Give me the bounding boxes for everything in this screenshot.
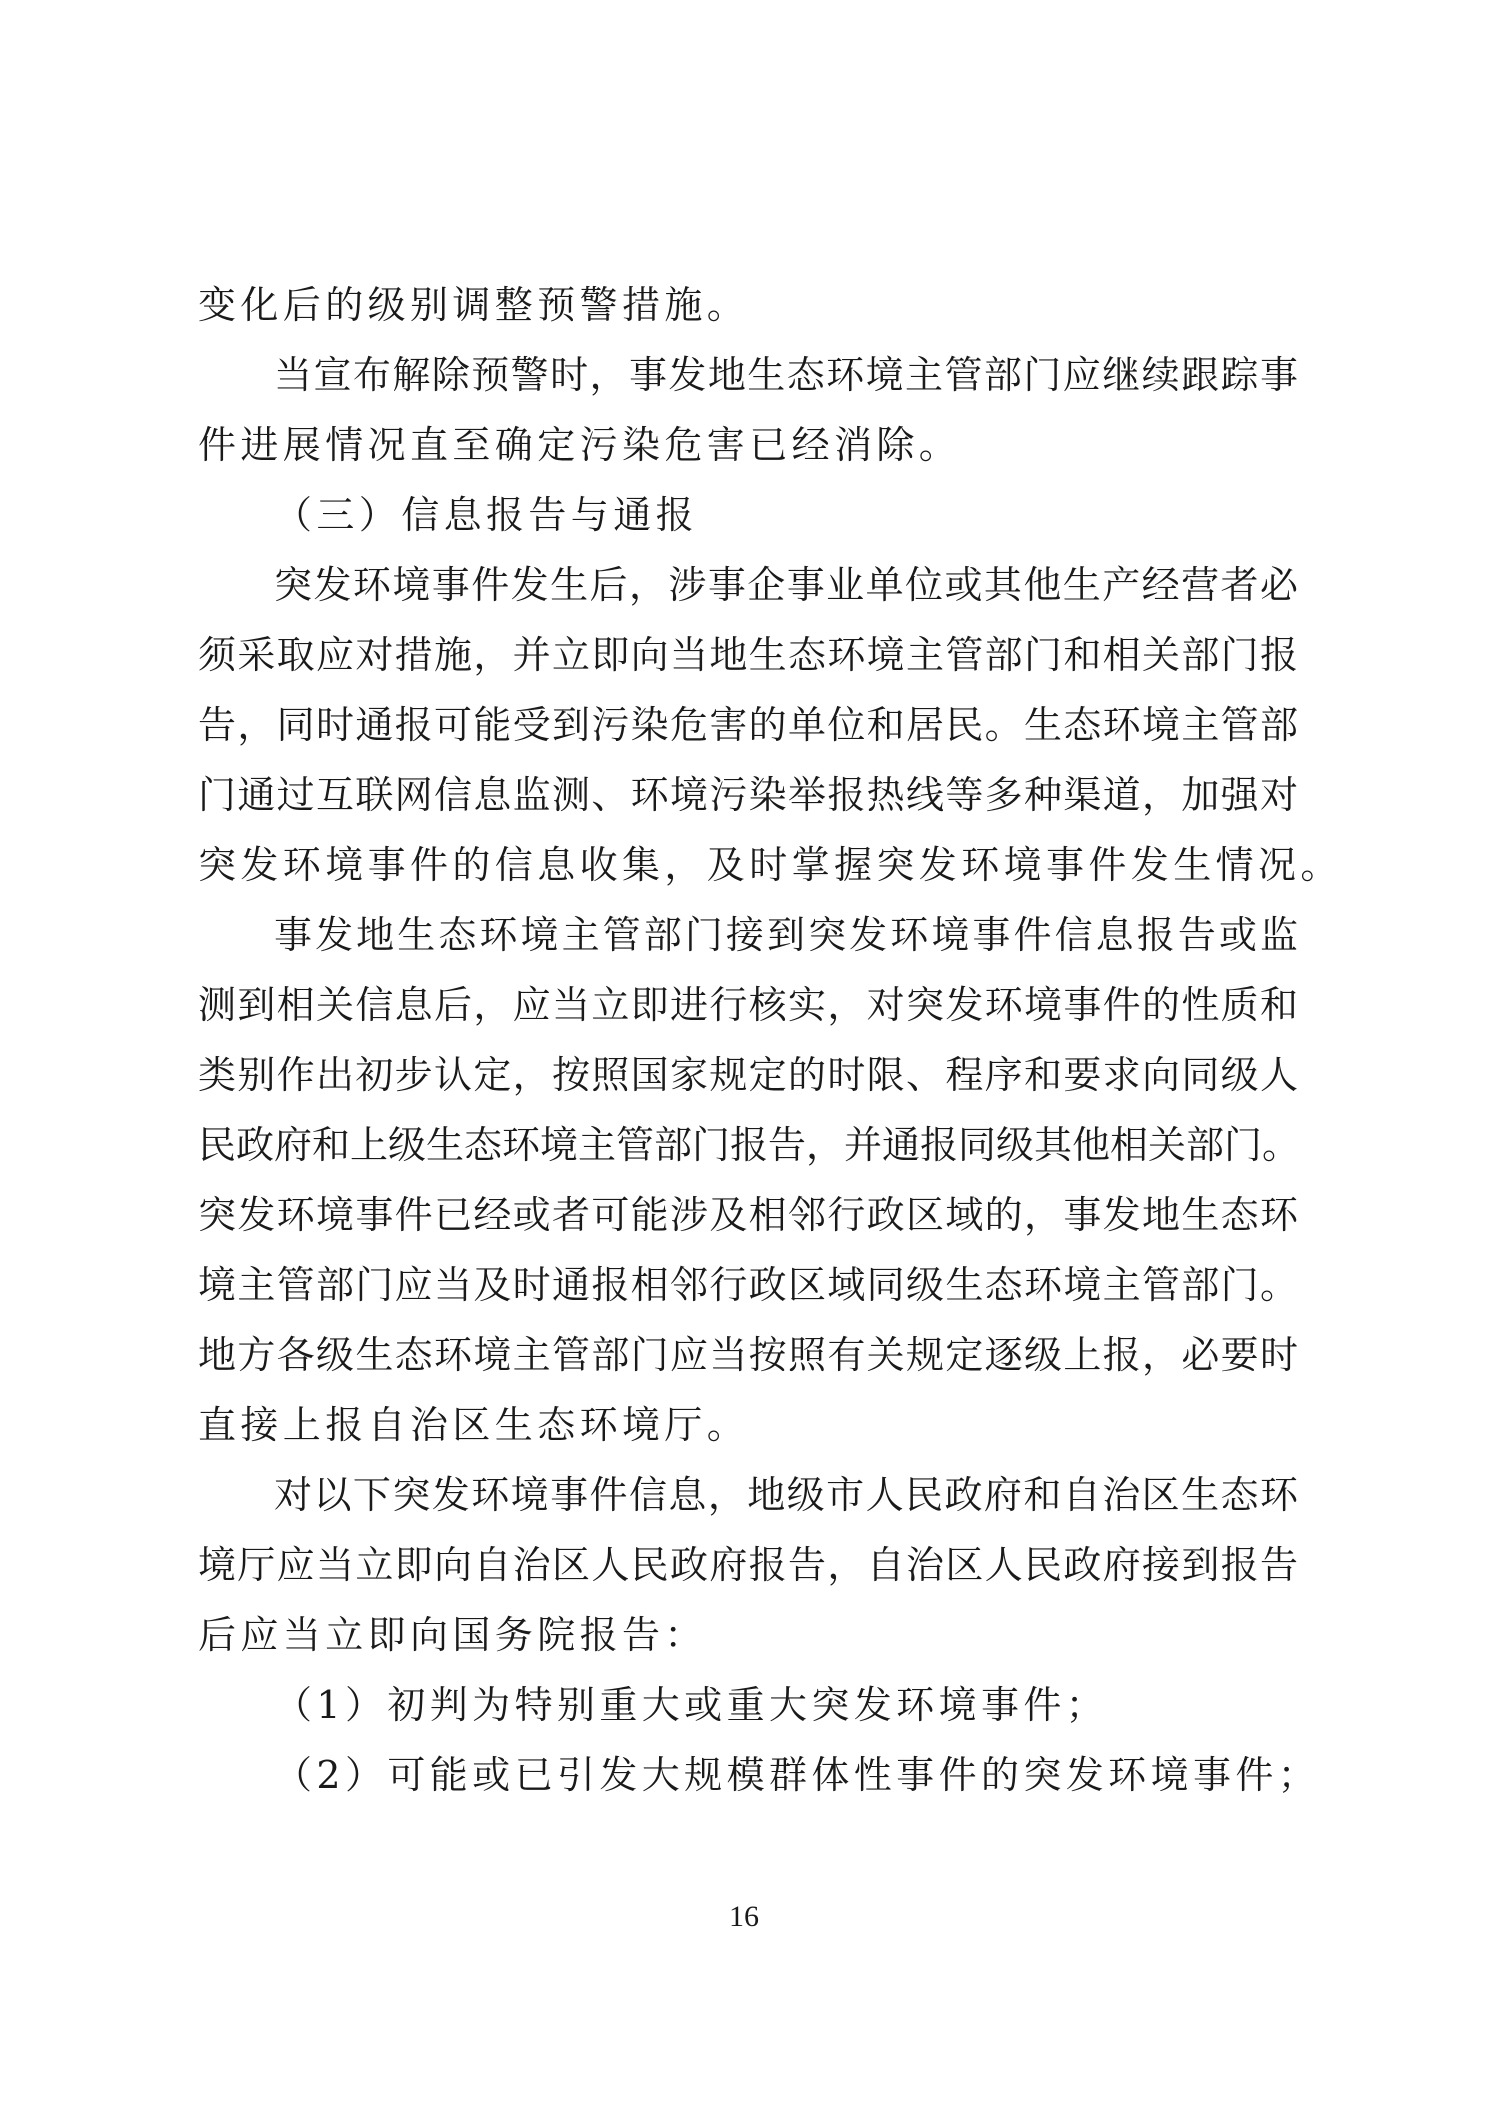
text-line: 突发环境事件已经或者可能涉及相邻行政区域的，事发地生态环	[198, 1193, 1298, 1237]
text-line: 对以下突发环境事件信息，地级市人民政府和自治区生态环	[274, 1473, 1298, 1517]
text-line: 突发环境事件发生后，涉事企事业单位或其他生产经营者必	[274, 563, 1298, 607]
text-line: 境主管部门应当及时通报相邻行政区域同级生态环境主管部门。	[198, 1263, 1298, 1307]
document-body	[198, 270, 1343, 1810]
text-line: 直接上报自治区生态环境厅。	[198, 1403, 750, 1447]
text-line: 当宣布解除预警时，事发地生态环境主管部门应继续跟踪事	[274, 353, 1298, 397]
text-line: 境厅应当立即向自治区人民政府报告，自治区人民政府接到报告	[198, 1543, 1298, 1587]
page-number: 16	[729, 1900, 759, 1933]
text-line: 门通过互联网信息监测、环境污染举报热线等多种渠道，加强对	[198, 773, 1298, 817]
text-line: 须采取应对措施，并立即向当地生态环境主管部门和相关部门报	[198, 633, 1298, 677]
text-line: 告，同时通报可能受到污染危害的单位和居民。生态环境主管部	[198, 703, 1298, 747]
text-line: 突发环境事件的信息收集，及时掌握突发环境事件发生情况。	[198, 843, 1343, 887]
text-line: 变化后的级别调整预警措施。	[198, 283, 750, 327]
text-line: 事发地生态环境主管部门接到突发环境事件信息报告或监	[274, 913, 1298, 957]
list-item: （2）可能或已引发大规模群体性事件的突发环境事件；	[274, 1753, 1321, 1797]
text-line: 民政府和上级生态环境主管部门报告，并通报同级其他相关部门。	[198, 1123, 1301, 1167]
text-line: 测到相关信息后，应当立即进行核实，对突发环境事件的性质和	[198, 983, 1298, 1027]
text-line: 后应当立即向国务院报告：	[198, 1613, 707, 1657]
text-line: 类别作出初步认定，按照国家规定的时限、程序和要求向同级人	[198, 1053, 1298, 1097]
text-line: 件进展情况直至确定污染危害已经消除。	[198, 423, 962, 467]
text-line: 地方各级生态环境主管部门应当按照有关规定逐级上报，必要时	[198, 1333, 1298, 1377]
section-heading: （三）信息报告与通报	[274, 493, 699, 537]
list-item: （1）初判为特别重大或重大突发环境事件；	[274, 1683, 1109, 1727]
